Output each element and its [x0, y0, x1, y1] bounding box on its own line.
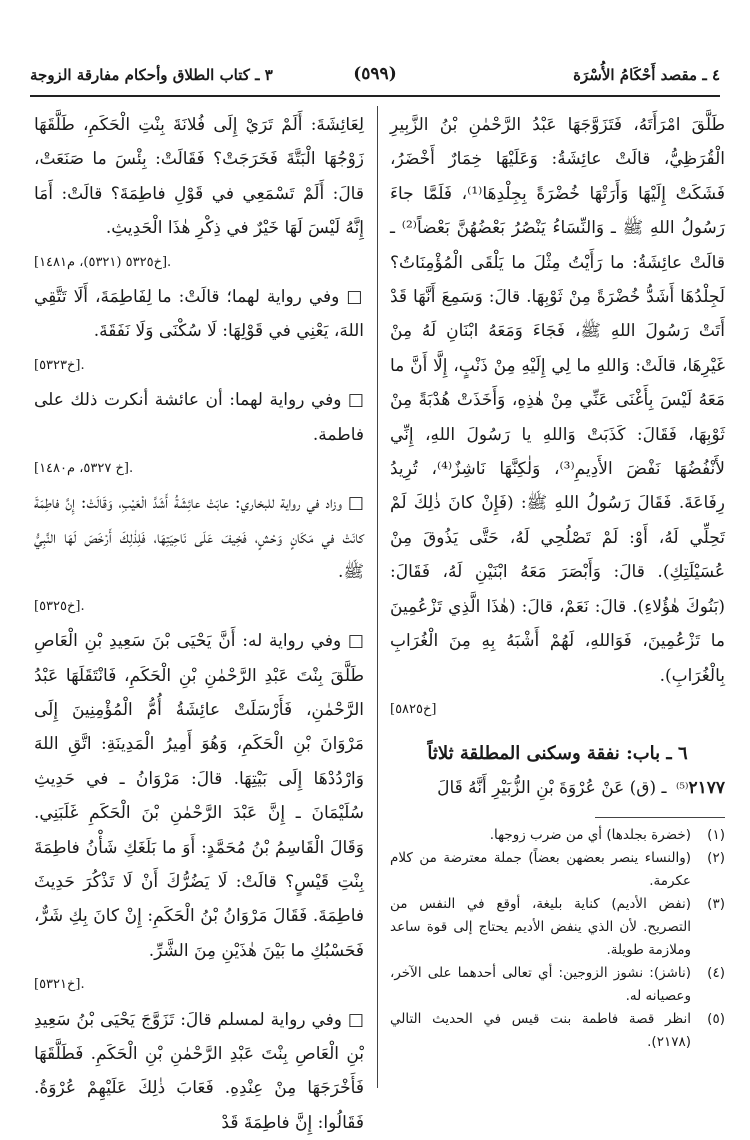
footnote-number: (٢)	[707, 849, 725, 866]
hadith-text	[34, 108, 364, 280]
footnote-marker: ⁽⁵⁾	[675, 781, 689, 798]
source-reference: [خ٥٣٢١].	[34, 977, 85, 993]
footnote	[390, 824, 725, 847]
narration-text: □ وفي رواية لهما: أن عائشة أنكرت ذلك على فاطمة.	[34, 390, 364, 445]
narration	[34, 624, 364, 1002]
hadith-number: ٢١٧٧	[688, 778, 725, 799]
footnote-number: (٣)	[707, 895, 725, 912]
right-column	[390, 108, 725, 1054]
header-section-title: ٤ ـ مقصد أَحْكَامُ الأُسْرَة	[573, 66, 720, 84]
narration-text: ما لِفَاطِمَةَ، أَلَا تَتَّقِي اللهَ، يَعْنِي في قَوْلِهَا: لَا سُكْنَى وَلَا نَفَقَةَ.	[34, 287, 364, 342]
footnote	[390, 893, 725, 962]
page-number: (٥٩٩)	[353, 64, 397, 84]
narration	[34, 280, 364, 383]
source-reference: [خ٥٣٢٥ (٥٣٢١)، م١٤٨١].	[34, 254, 172, 270]
narration-text: □ وزاد في رواية للبخاري: عابَتْ عائِشَةُ أَشَدَّ الْعَيْبِ، وَقَالَتْ: إِنَّ فاطِمَةَ كانَتْ في مَكَانٍ وَحْشٍ، فَخِيفَ عَلَى نَاحِيَتِهَا، فَلِذٰلِكَ أَرْخَصَ لَهَا النَّبِيُّ ﷺ.	[34, 493, 364, 583]
footnotes	[390, 824, 725, 1054]
left-column	[34, 108, 364, 1140]
source-reference: [خ٥٣٢٣].	[34, 357, 85, 373]
chapter-title: ٦ ـ باب: نفقة وسكنى المطلقة ثلاثاً	[427, 743, 688, 765]
footnote	[390, 962, 725, 1008]
footnote-text: (والنساء ينصر بعضهن بعضاً) جملة معترضة من كلام عكرمة.	[390, 849, 691, 889]
footnote-text: انظر قصة فاطمة بنت قيس في الحديث التالي (٢١٧٨).	[390, 1010, 691, 1050]
hadith-body: طَلَّقَ امْرَأَتَهُ، فَتَزَوَّجَهَا عَبْدُ الرَّحْمٰنِ بْنُ الزَّبِيرِ الْقُرَظِيُّ، قالَتْ عائِشَةُ: وَعَلَيْهَا خِمَارٌ أَخْضَرُ، فَشَكَتْ إِلَيْهَا وَأَرَتْهَا خُضْرَةً بِجِلْدِهَا⁽¹⁾، فَلَمَّا جاءَ رَسُولُ اللهِ ﷺ ـ وَالنِّسَاءُ يَنْصُرُ بَعْضُهُنَّ بَعْضاً⁽²⁾ ـ قالَتْ عائِشَةُ: ما رَأَيْتُ مِثْلَ ما يَلْقَى الْمُؤْمِنَاتُ؟ لَجِلْدُهَا أَشَدُّ خُضْرَةً مِنْ ثَوْبِهَا. قالَ: وَسَمِعَ أَنَّهَا قَدْ أَتَتْ رَسُولَ اللهِ ﷺ، فَجَاءَ وَمَعَهُ ابْنَانِ لَهُ مِنْ غَيْرِهَا، قالَتْ: وَاللهِ ما لِي إِلَيْهِ مِنْ ذَنْبٍ، إِلَّا أَنَّ ما مَعَهُ لَيْسَ بِأَغْنَى عَنِّي مِنْ هٰذِهِ، وَأَخَذَتْ هُدْبَةً مِنْ ثَوْبِهَا، فَقَالَ: كَذَبَتْ وَاللهِ يا رَسُولَ اللهِ، إِنِّي لأَنْفُضُهَا نَفْضَ الأَدِيمِ⁽³⁾، وَلٰكِنَّهَا نَاشِزٌ⁽⁴⁾، تُرِيدُ رِفَاعَةَ. فَقَالَ رَسُولُ اللهِ ﷺ: (فَإِنْ كانَ ذٰلِكَ لَمْ تَحِلِّي لَهُ، أَوْ: لَمْ تَصْلُحِي لَهُ، حَتَّى يَذُوقَ مِنْ عُسَيْلَتِكِ). قالَ: وَأَبْصَرَ مَعَهُ ابْنَيْنِ لَهُ، فَقَالَ: (بَنُوكَ هٰؤُلاءِ). قالَ: نَعَمْ، قالَ: (هٰذَا الَّذِي تَزْعُمِينَ ما تَزْعُمِينَ، فَوَاللهِ، لَهُمْ أَشْبَهُ بِهِ مِنَ الْغُرَابِ بِالْغُرَابِ).	[390, 115, 725, 686]
hadith-text	[390, 108, 725, 727]
narration-text: □ وفي رواية له: أَنَّ يَحْيَى بْنَ سَعِيدِ بْنِ الْعَاصِ طَلَّقَ بِنْتَ عَبْدِ الرَّحْمٰنِ بْنِ الْحَكَمِ، فَانْتَقَلَهَا عَبْدُ الرَّحْمٰنِ، فَأَرْسَلَتْ عائِشَةُ أُمُّ الْمُؤْمِنِينَ إِلَى مَرْوَانَ بْنِ الْحَكَمِ، وَهُوَ أَمِيرُ الْمَدِينَةِ: اتَّقِ اللهَ وَارْدُدْهَا إِلَى بَيْتِهَا. قالَ: مَرْوَانُ ـ في حَدِيثِ سُلَيْمَانَ ـ إِنَّ عَبْدَ الرَّحْمٰنِ بْنَ الْحَكَمِ غَلَبَنِي. وَقَالَ الْقَاسِمُ بْنُ مُحَمَّدٍ: أَوَ ما بَلَغَكِ شَأْنُ فاطِمَةَ بِنْتِ قَيْسٍ؟ قالَتْ: لَا يَضُرُّكَ أَنْ لَا تَذْكُرَ حَدِيثَ فاطِمَةَ. فَقَالَ مَرْوَانُ بْنُ الْحَكَمِ: إِنْ كانَ بِكِ شَرٌّ، فَحَسْبُكِ ما بَيْنَ هٰذَيْنِ مِنَ الشَّرِّ.	[34, 631, 364, 961]
footnote	[390, 847, 725, 893]
narration	[34, 1003, 364, 1140]
footnote-rule	[595, 817, 725, 818]
footnote-number: (٥)	[707, 1010, 725, 1027]
page-header	[30, 60, 720, 96]
hadith-start	[390, 771, 725, 806]
footnote-text: (نفض الأديم) كناية بليغة، أوقع في النفس من التصريح. لأن الذي ينفض الأديم يحتاج إلى قوة ساعد وملازمة طويلة.	[390, 895, 691, 958]
narration-text: □ وفي رواية لمسلم قالَ: تَزَوَّجَ يَحْيَى بْنُ سَعِيدِ بْنِ الْعَاصِ بِنْتَ عَبْدِ الرَّحْمٰنِ بْنِ الْحَكَمِ. فَطَلَّقَهَا فَأَخْرَجَهَا مِنْ عِنْدِهِ. فَعَابَ ذٰلِكَ عَلَيْهِمْ عُرْوَةُ. فَقَالُوا: إِنَّ فاطِمَةَ قَدْ	[34, 1009, 364, 1133]
header-rule	[30, 95, 720, 97]
narration	[34, 486, 364, 624]
footnote-number: (٤)	[707, 964, 725, 981]
source-reference: [خ٥٣٢٥].	[34, 598, 85, 614]
footnote-number: (١)	[707, 826, 725, 843]
source-reference: [خ٥٨٢٥]	[390, 701, 437, 717]
header-book-title: ٣ ـ كتاب الطلاق وأحكام مفارقة الزوجة	[30, 66, 273, 84]
hadith-body: لِعَائِشَةَ: أَلَمْ تَرَيْ إِلَى فُلانَةَ بِنْتِ الْحَكَمِ، طَلَّقَهَا زَوْجُهَا الْبَتَّةَ فَخَرَجَتْ؟ فَقَالَتْ: بِئْسَ ما صَنَعَتْ، قالَ: أَلَمْ تَسْمَعِي في قَوْلِ فاطِمَةَ؟ قالَتْ: أَمَا إِنَّهُ لَيْسَ لَهَا خَيْرٌ في ذِكْرِ هٰذَا الْحَدِيثِ.	[34, 115, 364, 239]
column-divider	[377, 106, 378, 1088]
footnote-text: (ناشز): نشوز الزوجين: أي تعالى أحدهما على الآخر، وعصيانه له.	[390, 964, 691, 1004]
source-reference: [خ ٥٣٢٧، م١٤٨٠].	[34, 461, 134, 477]
footnote-text: (خضرة بجلدها) أي من ضرب زوجها.	[489, 826, 691, 843]
hadith-opening: ـ (ق) عَنْ عُرْوَةَ بْنِ الزُّبَيْرِ أَنَّهُ قَالَ	[437, 778, 667, 799]
footnote	[390, 1008, 725, 1054]
narration	[34, 383, 364, 486]
narration-head: □ وفي رواية لهما؛ قالَتْ:	[178, 287, 364, 308]
